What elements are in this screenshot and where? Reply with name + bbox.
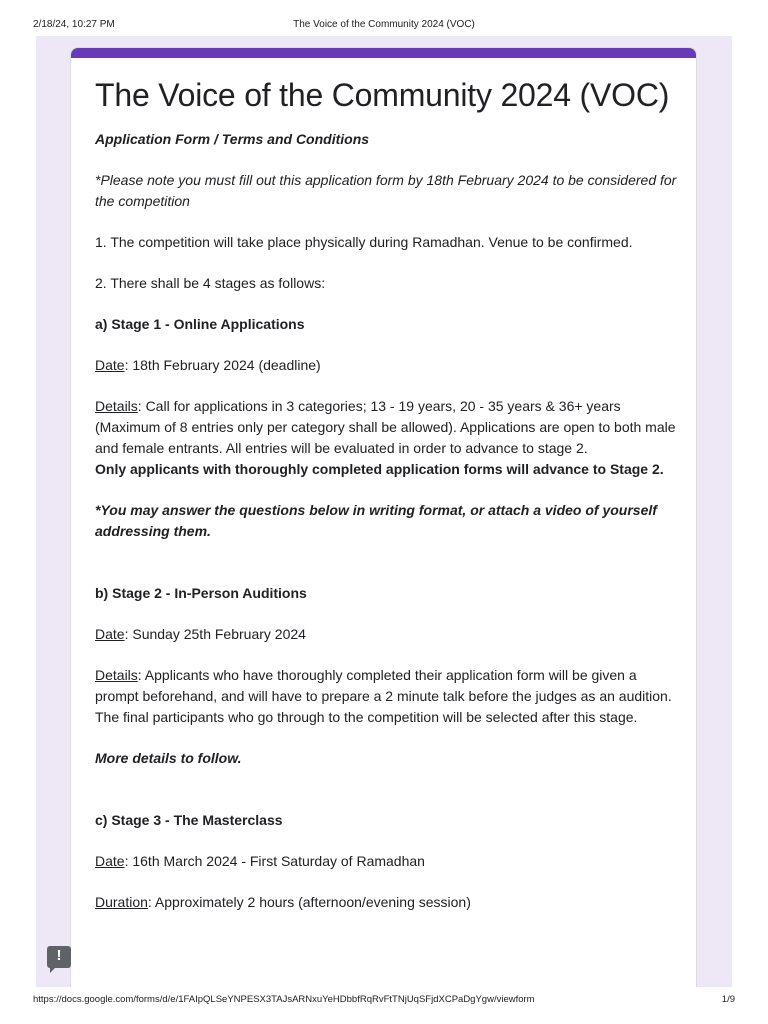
form-title: The Voice of the Community 2024 (VOC) bbox=[95, 77, 670, 113]
stage3-date-value: : 16th March 2024 - First Saturday of Ramadhan bbox=[124, 853, 425, 869]
stage2-date-label: Date bbox=[95, 626, 125, 642]
stage1-date-label: Date bbox=[95, 357, 125, 373]
stage1-answer-note: *You may answer the questions below in writing format, or attach a video of yourself addressing them. bbox=[95, 502, 657, 539]
stage2-details-label: Details bbox=[95, 667, 138, 683]
stage1-heading: a) Stage 1 - Online Applications bbox=[95, 316, 305, 332]
stage2-date-value: : Sunday 25th February 2024 bbox=[124, 626, 306, 642]
print-header bbox=[0, 0, 768, 34]
stage3-date bbox=[95, 851, 680, 872]
print-datetime: 2/18/24, 10:27 PM bbox=[33, 19, 115, 30]
stage1-details-label: Details bbox=[95, 398, 138, 414]
stage2-more-details: More details to follow. bbox=[95, 750, 242, 766]
print-page-number: 1/9 bbox=[721, 994, 735, 1005]
stage1-details-requirement: Only applicants with thoroughly completed application forms will advance to Stage 2. bbox=[95, 461, 664, 477]
stage3-duration-value: : Approximately 2 hours (afternoon/evening session) bbox=[147, 894, 471, 910]
stage3-date-label: Date bbox=[95, 853, 125, 869]
stage1-details bbox=[95, 396, 680, 480]
form-header-card bbox=[70, 47, 697, 987]
deadline-note: *Please note you must fill out this application form by 18th February 2024 to be considered for the competition bbox=[95, 172, 677, 209]
report-feedback-icon[interactable]: ! bbox=[47, 946, 71, 968]
form-description bbox=[95, 75, 680, 933]
rule-item-2: 2. There shall be 4 stages as follows: bbox=[95, 275, 326, 291]
print-url: https://docs.google.com/forms/d/e/1FAIpQLSeYNPESX3TAJsARNxuYeHDbbfRqRvFtTNjUqSFjdXCPaDgYgw/viewform bbox=[33, 994, 535, 1005]
print-page-title: The Voice of the Community 2024 (VOC) bbox=[293, 19, 475, 30]
stage2-details-text: : Applicants who have thoroughly completed their application form will be given a prompt beforehand, and will have to prepare a 2 minute talk before the judges as an audition. The final participants who go through to the competition will be selected after this stage. bbox=[95, 667, 672, 725]
stage3-duration-label: Duration bbox=[95, 894, 148, 910]
stage1-details-text: : Call for applications in 3 categories; 13 - 19 years, 20 - 35 years & 36+ years (Maximum of 8 entries only per category shall be allowed). Applications are open to both male and female entrants. All entries will be evaluated in order to advance to stage 2. bbox=[95, 398, 676, 456]
form-accent-bar bbox=[71, 48, 696, 58]
stage2-date bbox=[95, 624, 680, 645]
stage1-date-value: : 18th February 2024 (deadline) bbox=[124, 357, 321, 373]
stage3-duration bbox=[95, 892, 680, 913]
form-subtitle: Application Form / Terms and Conditions bbox=[95, 131, 370, 147]
rule-item-1: 1. The competition will take place physically during Ramadhan. Venue to be confirmed. bbox=[95, 234, 633, 250]
stage2-heading: b) Stage 2 - In-Person Auditions bbox=[95, 585, 307, 601]
stage1-date bbox=[95, 355, 680, 376]
stage2-details bbox=[95, 665, 680, 728]
stage3-heading: c) Stage 3 - The Masterclass bbox=[95, 812, 283, 828]
